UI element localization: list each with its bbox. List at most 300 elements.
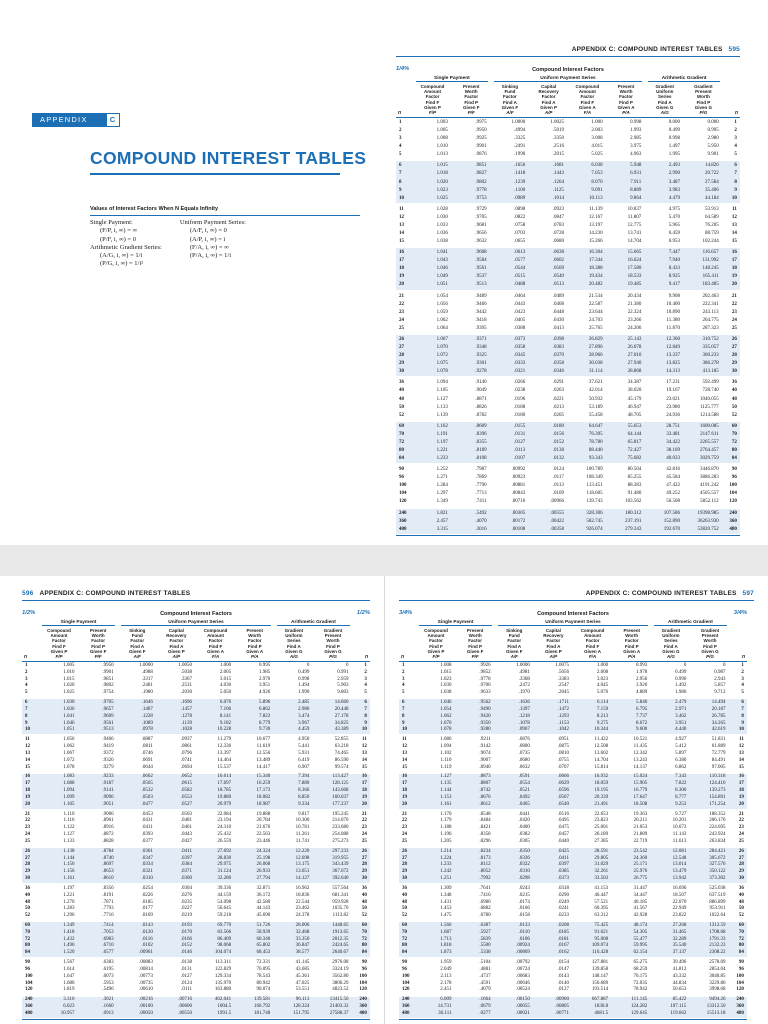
factor-cell: 13415.56 [329,997,349,1003]
factor-cell: 3446.870 [699,467,719,473]
factor-cell: 25.976 [633,869,648,875]
factor-cell: .0221 [552,396,564,402]
factor-cell: 233.680 [332,825,349,831]
row-n-right: 104 [736,980,744,986]
factor-cell: 17.344 [588,258,603,264]
row-n: 360 [402,1004,410,1010]
factor-cell: 108.349 [586,475,603,481]
factor-cell: .0350 [518,848,530,854]
table-row [396,214,740,222]
row-n: 480 [402,1010,410,1016]
factor-cell: .0373 [514,336,526,342]
factor-cell: 1.105 [436,388,448,394]
factor-cell: .4591 [479,980,491,986]
factor-cell: 392.640 [332,876,349,882]
factor-cell: 1.566 [440,922,452,928]
table-row [396,257,740,265]
factor-cell: 1.094 [436,380,448,386]
limits-title: Values of Interest Factors When N Equals Infinity [90,205,360,216]
factor-cell: .0703 [514,231,526,237]
factor-cell: 1.993 [630,128,642,134]
row-n: 21 [402,811,407,817]
factor-cell: 1.995 [668,152,680,158]
table-row [399,832,747,839]
factor-cell: 335.057 [702,345,719,351]
factor-cell: .5038 [180,669,192,675]
factor-cell: 107.115 [670,1004,687,1010]
factor-cell: 1.049 [436,274,448,280]
factor-cell: .0318 [557,885,569,891]
factor-cell: 25.765 [588,325,603,331]
factor-cell: .00100 [139,1004,153,1010]
table-row [396,379,740,387]
factor-cell: .1089 [141,720,153,726]
factor-cell: 23.021 [666,396,680,402]
factor-cell: 11.613 [672,838,687,844]
row-n-right: 4 [364,683,367,689]
column-header-line: Compound [580,628,605,633]
row-n-right: 25 [738,838,744,844]
factor-cell: 2.980 [707,136,719,142]
factor-cell: 237.191 [625,518,642,524]
factor-cell: .0582 [180,788,192,794]
factor-cell: 63.312 [594,913,609,919]
factor-cell: 165.411 [702,274,719,280]
row-n: 11 [399,206,404,212]
row-n: 7 [402,706,405,712]
factor-cell: .6577 [102,950,114,956]
table-row [399,727,747,734]
factor-cell: 163.880 [214,987,232,993]
factor-cell: 2854.04 [709,966,726,972]
factor-cell: 1004.5 [217,1004,232,1010]
row-n-right: 6 [741,700,744,706]
factor-cell: 32.280 [217,876,232,882]
row-n-right: 3 [741,676,744,682]
factor-cell: .0861 [180,744,192,750]
factor-cell: .0131 [180,966,192,972]
factor-cell: 5.025 [591,152,603,158]
factor-cell: 11.807 [627,214,642,220]
factor-cell: 3.462 [675,713,687,719]
row-n-right: 19 [738,794,744,800]
row-n-right: 30 [731,369,737,375]
factor-cell: 43.685 [295,966,310,972]
factor-cell: 15.665 [627,250,642,256]
table-row [396,474,740,482]
factor-cell: 10.228 [217,727,232,733]
factor-cell: .9142 [479,744,491,750]
row-n: 50 [399,404,404,410]
factor-cell: .1264 [552,179,564,185]
row-n-right: 17 [361,781,367,787]
factor-cell: .8653 [102,869,114,875]
factor-cell: 6.023 [63,1004,75,1010]
factor-cell: .7871 [102,899,114,905]
factor-cell: .0238 [514,388,526,394]
rate-label-right: 3/4% [733,610,747,616]
factor-cell: .0215 [518,892,530,898]
row-n: 19 [402,794,407,800]
row-n-right: 12 [731,214,737,220]
factor-cell: .00358 [550,526,564,532]
factor-cell: 1.110 [440,757,452,763]
factor-cell: 9.730 [258,727,271,733]
factor-cell: 1.0025 [550,120,564,125]
row-n: 72 [399,439,404,445]
column-header-line: Find F [580,99,595,105]
factor-cell: .0441 [518,811,530,817]
group-single-payment: Single Payment [419,620,491,626]
limit-fa: (F/A, i, ∞) = ∞ [189,243,229,251]
factor-cell: 23.266 [627,317,642,323]
factor-cell: 1.122 [63,825,75,831]
factor-cell: 1.0050 [178,663,192,668]
appendix-tab [32,113,117,127]
factor-cell: 2.990 [668,171,680,177]
factor-cell: .0457 [557,832,569,838]
page-number: 597 [742,590,754,597]
factor-cell: 69.770 [217,922,232,928]
factor-cell: 180.312 [625,510,642,516]
row-n: 96 [25,966,30,972]
factor-cell: 21.889 [633,832,648,838]
row-n: 23 [25,825,30,831]
factor-cell: .9926 [479,663,491,668]
factor-cell: .5500 [479,943,491,949]
row-n: 24 [25,832,30,838]
row-n-right: 24 [361,832,367,838]
column-header-line: Worth [91,633,105,639]
factor-cell: 33.350 [295,936,310,942]
factor-cell: 1.038 [436,239,448,245]
column-header-line: Sinking [129,628,146,633]
factor-cell: 1.494 [298,683,310,689]
factor-cell: .00610 [139,987,153,993]
factor-cell: 4.926 [258,690,271,696]
factor-cell: 1.221 [63,892,75,898]
factor-cell: 343.439 [332,862,349,868]
row-n-right: 90 [738,960,744,966]
row-n-right: 5 [734,152,737,158]
factor-cell: 39.496 [672,960,687,966]
factor-cell: .0131 [514,431,526,437]
row-n-right: 25 [731,325,737,331]
group-uniform-series: Uniform Payment Series [121,620,272,626]
factor-cell: 1.005 [63,663,75,668]
row-n-right: 24 [738,832,744,838]
factor-cell: 160.037 [332,794,349,800]
row-n: 7 [399,171,402,177]
row-n: 70 [399,431,404,437]
table-row [22,802,370,809]
factor-cell: 3229.86 [709,980,726,986]
table-row [22,960,370,967]
factor-cell: 8.141 [219,713,232,719]
factor-cell: 319.955 [332,855,349,861]
factor-cell: 6.380 [675,757,687,763]
factor-cell: 31.114 [589,369,603,375]
factor-cell: 30.038 [588,361,603,367]
factor-cell: .0503 [180,811,192,817]
factor-cell: 84.491 [711,757,726,763]
table-row [22,774,370,781]
factor-cell: 72.779 [711,750,726,756]
factor-cell: .1457 [180,706,192,712]
table-row [399,781,747,788]
factor-cell: 9.334 [298,801,310,807]
factor-cell: 127.881 [591,960,609,966]
factor-cell: .0465 [518,801,530,807]
factor-cell: .1397 [518,706,530,712]
row-n-right: 21 [731,293,737,299]
factor-cell: 681.341 [332,892,349,898]
column-header-line: A/P [549,654,558,660]
factor-cell: .0951 [557,737,569,743]
column-header-line: Present [695,89,712,95]
column-header-line: Find P [624,643,639,649]
factor-cell: 13.397 [217,750,232,756]
factor-cell: 27.692 [217,848,232,854]
factor-cell: 1.078 [440,727,452,733]
table-row [22,832,370,839]
row-n-right: 50 [361,906,367,912]
row-n-right: 20 [738,801,744,807]
factor-cell: .0569 [552,266,564,272]
factor-cell: .0193 [180,922,192,928]
table-row [396,265,740,273]
factor-cell: .0382 [518,832,530,838]
factor-cell: 1.418 [63,929,75,935]
factor-cell: 13.942 [672,876,687,882]
factor-cell: 26.829 [588,336,603,342]
factor-cell: .9372 [102,750,114,756]
column-header-line: Fund [504,89,516,95]
table-row [399,886,747,893]
table-row [396,482,740,490]
factor-cell: 17.697 [217,781,232,787]
factor-cell: .0385 [557,869,569,875]
factor-cell: 1.070 [436,345,448,351]
column-header-line: Find A [546,643,561,649]
factor-cell: 1.033 [436,222,448,228]
header-rule [399,600,754,601]
table-row [22,974,370,981]
factor-cell: .00771 [555,1010,569,1016]
table-row [396,151,740,159]
factor-cell: 1.0000 [139,663,153,668]
factor-cell: 1.013 [436,152,448,158]
factor-cell: 31.447 [633,885,648,891]
column-header-line: Factor [464,94,479,100]
factor-cell: .8782 [475,412,487,418]
factor-cell: 139.743 [586,499,603,505]
column-header-line: Find F [52,643,66,649]
table-row [396,135,740,143]
factor-cell: 1.116 [63,818,75,824]
table-row [399,876,747,883]
factor-cell: 38.020 [627,388,642,394]
column-header-line: F/P [429,110,437,116]
factor-cell: 1.520 [63,950,75,956]
factor-cell: .9348 [475,345,487,351]
table-row [22,876,370,883]
factor-cell: .4981 [518,669,530,675]
row-n: 29 [25,869,30,875]
factor-cell: 25.001 [594,825,609,831]
table-row [396,455,740,463]
factor-cell: .0427 [180,838,192,844]
column-header-line: Gradient [661,628,681,633]
row-n: 9 [25,720,28,726]
column-header-line: Given A [623,648,641,654]
table-row [396,466,740,474]
factor-cell: 1.475 [440,913,452,919]
factor-cell: 4.030 [219,683,232,689]
factor-cell: .5953 [102,980,114,986]
factor-cell: .0411 [557,855,569,861]
factor-cell: 1.135 [440,781,452,787]
column-header-line: Capital [541,84,557,89]
factor-cell: 18.388 [588,266,603,272]
factor-cell: .0553 [180,794,192,800]
factor-cell: .9326 [102,757,114,763]
factor-cell: .00961 [139,950,153,956]
factor-cell: 27.794 [256,876,271,882]
factor-cell: .0347 [141,855,153,861]
column-header-line: F/P [432,654,440,660]
factor-cell: 128.125 [332,781,349,787]
row-n: 30 [25,876,30,882]
factor-cell: 36.111 [438,1010,452,1016]
row-n: 14 [399,231,404,237]
factor-cell: 18.082 [256,794,271,800]
factor-cell: .9051 [102,801,114,807]
row-n: 1 [399,120,402,125]
factor-cell: .0515 [514,274,526,280]
factor-cell: .0811 [141,744,153,750]
row-n-right: 1 [741,663,744,668]
factor-cell: 128.324 [293,1004,310,1010]
factor-cell: 3.951 [675,720,687,726]
table-row [396,344,740,352]
factor-cell: 367.672 [332,869,349,875]
factor-cell: 95.008 [594,936,609,942]
factor-cell: 1113.82 [332,913,349,919]
factor-cell: 53820.752 [697,526,719,532]
column-header-line: Present [324,633,342,639]
factor-cell: 11.279 [217,737,232,743]
factor-cell: 1.025 [436,195,448,201]
table-row [22,765,370,772]
factor-cell: .0102 [141,943,153,949]
factor-cell: 42.014 [588,388,603,394]
factor-cell: .4994 [514,128,526,134]
group-single-payment: Single Payment [416,76,487,82]
row-n: 30 [399,369,404,375]
factor-cell: 18.508 [633,801,648,807]
table-row [396,143,740,151]
row-n-right: 6 [364,700,367,706]
factor-cell: .00021 [516,1010,530,1016]
column-header-line: Gradient [284,628,304,633]
table-row [399,714,747,721]
factor-cell: .0110 [518,929,530,935]
factor-cell: .00550 [178,1010,192,1016]
factor-cell: 129.334 [214,973,232,979]
table-row [22,886,370,893]
factor-cell: 1.094 [63,788,75,794]
factor-cell: .9705 [102,700,114,706]
factor-cell: 3.967 [298,720,310,726]
row-n-right: 14 [731,231,737,237]
factor-cell: .8108 [475,456,487,462]
table-row [399,862,747,869]
row-n: 28 [25,862,30,868]
factor-cell: 8.779 [258,720,271,726]
factor-cell: 18.059 [594,781,609,787]
table-row [396,281,740,289]
factor-cell: .00524 [516,987,530,993]
row-n-right: 84 [361,950,367,956]
factor-cell: 20.187 [711,706,726,712]
factor-cell: 75.425 [594,922,609,928]
factor-cell: .0876 [518,737,530,743]
row-n: 10 [402,727,407,733]
factor-cell: 2.178 [440,980,452,986]
row-n-right: 9 [734,187,737,193]
row-n: 480 [399,526,407,532]
factor-cell: .6983 [102,936,114,942]
column-header-line: Find F [429,643,443,649]
table-row [399,1004,747,1011]
factor-cell: 52.855 [334,737,349,743]
factor-cell: 7.880 [298,781,310,787]
factor-cell: .0707 [557,764,569,770]
factor-cell: 40.033 [666,456,680,462]
factor-cell: 51.726 [256,922,271,928]
factor-cell: .0440 [557,838,569,844]
table-row [22,987,370,994]
factor-cell: .0116 [141,936,153,942]
row-n: 240 [402,997,410,1003]
factor-cell: .7869 [475,475,487,481]
table-row [22,967,370,974]
factor-cell: 116.657 [702,250,719,256]
factor-cell: 166.792 [253,1004,271,1010]
group-arithmetic-gradient: Arithmetic Gradient [654,620,726,626]
factor-cell: 0.998 [630,120,642,125]
factor-cell: .0155 [514,423,526,429]
factor-cell: 58.939 [256,929,271,935]
row-n: 24 [399,317,404,323]
row-n: 10 [25,727,30,733]
factor-cell: 97.005 [711,764,726,770]
factor-cell: 15.266 [588,239,603,245]
factor-cell: 12.548 [672,855,687,861]
factor-cell: 1830.8 [594,1004,609,1010]
factor-cell: 1022.64 [709,913,726,919]
row-n-right: 11 [362,737,367,743]
factor-cell: 28.868 [627,369,642,375]
row-n-right: 29 [361,869,367,875]
factor-cell: .0397 [180,855,192,861]
factor-cell: 202.463 [702,293,719,299]
factor-cell: 44.834 [672,980,687,986]
factor-cell: .0425 [557,848,569,854]
gradient-series-label: Arithmetic Gradient Series: [90,243,162,251]
group-arithmetic-gradient: Arithmetic Gradient [648,76,719,82]
